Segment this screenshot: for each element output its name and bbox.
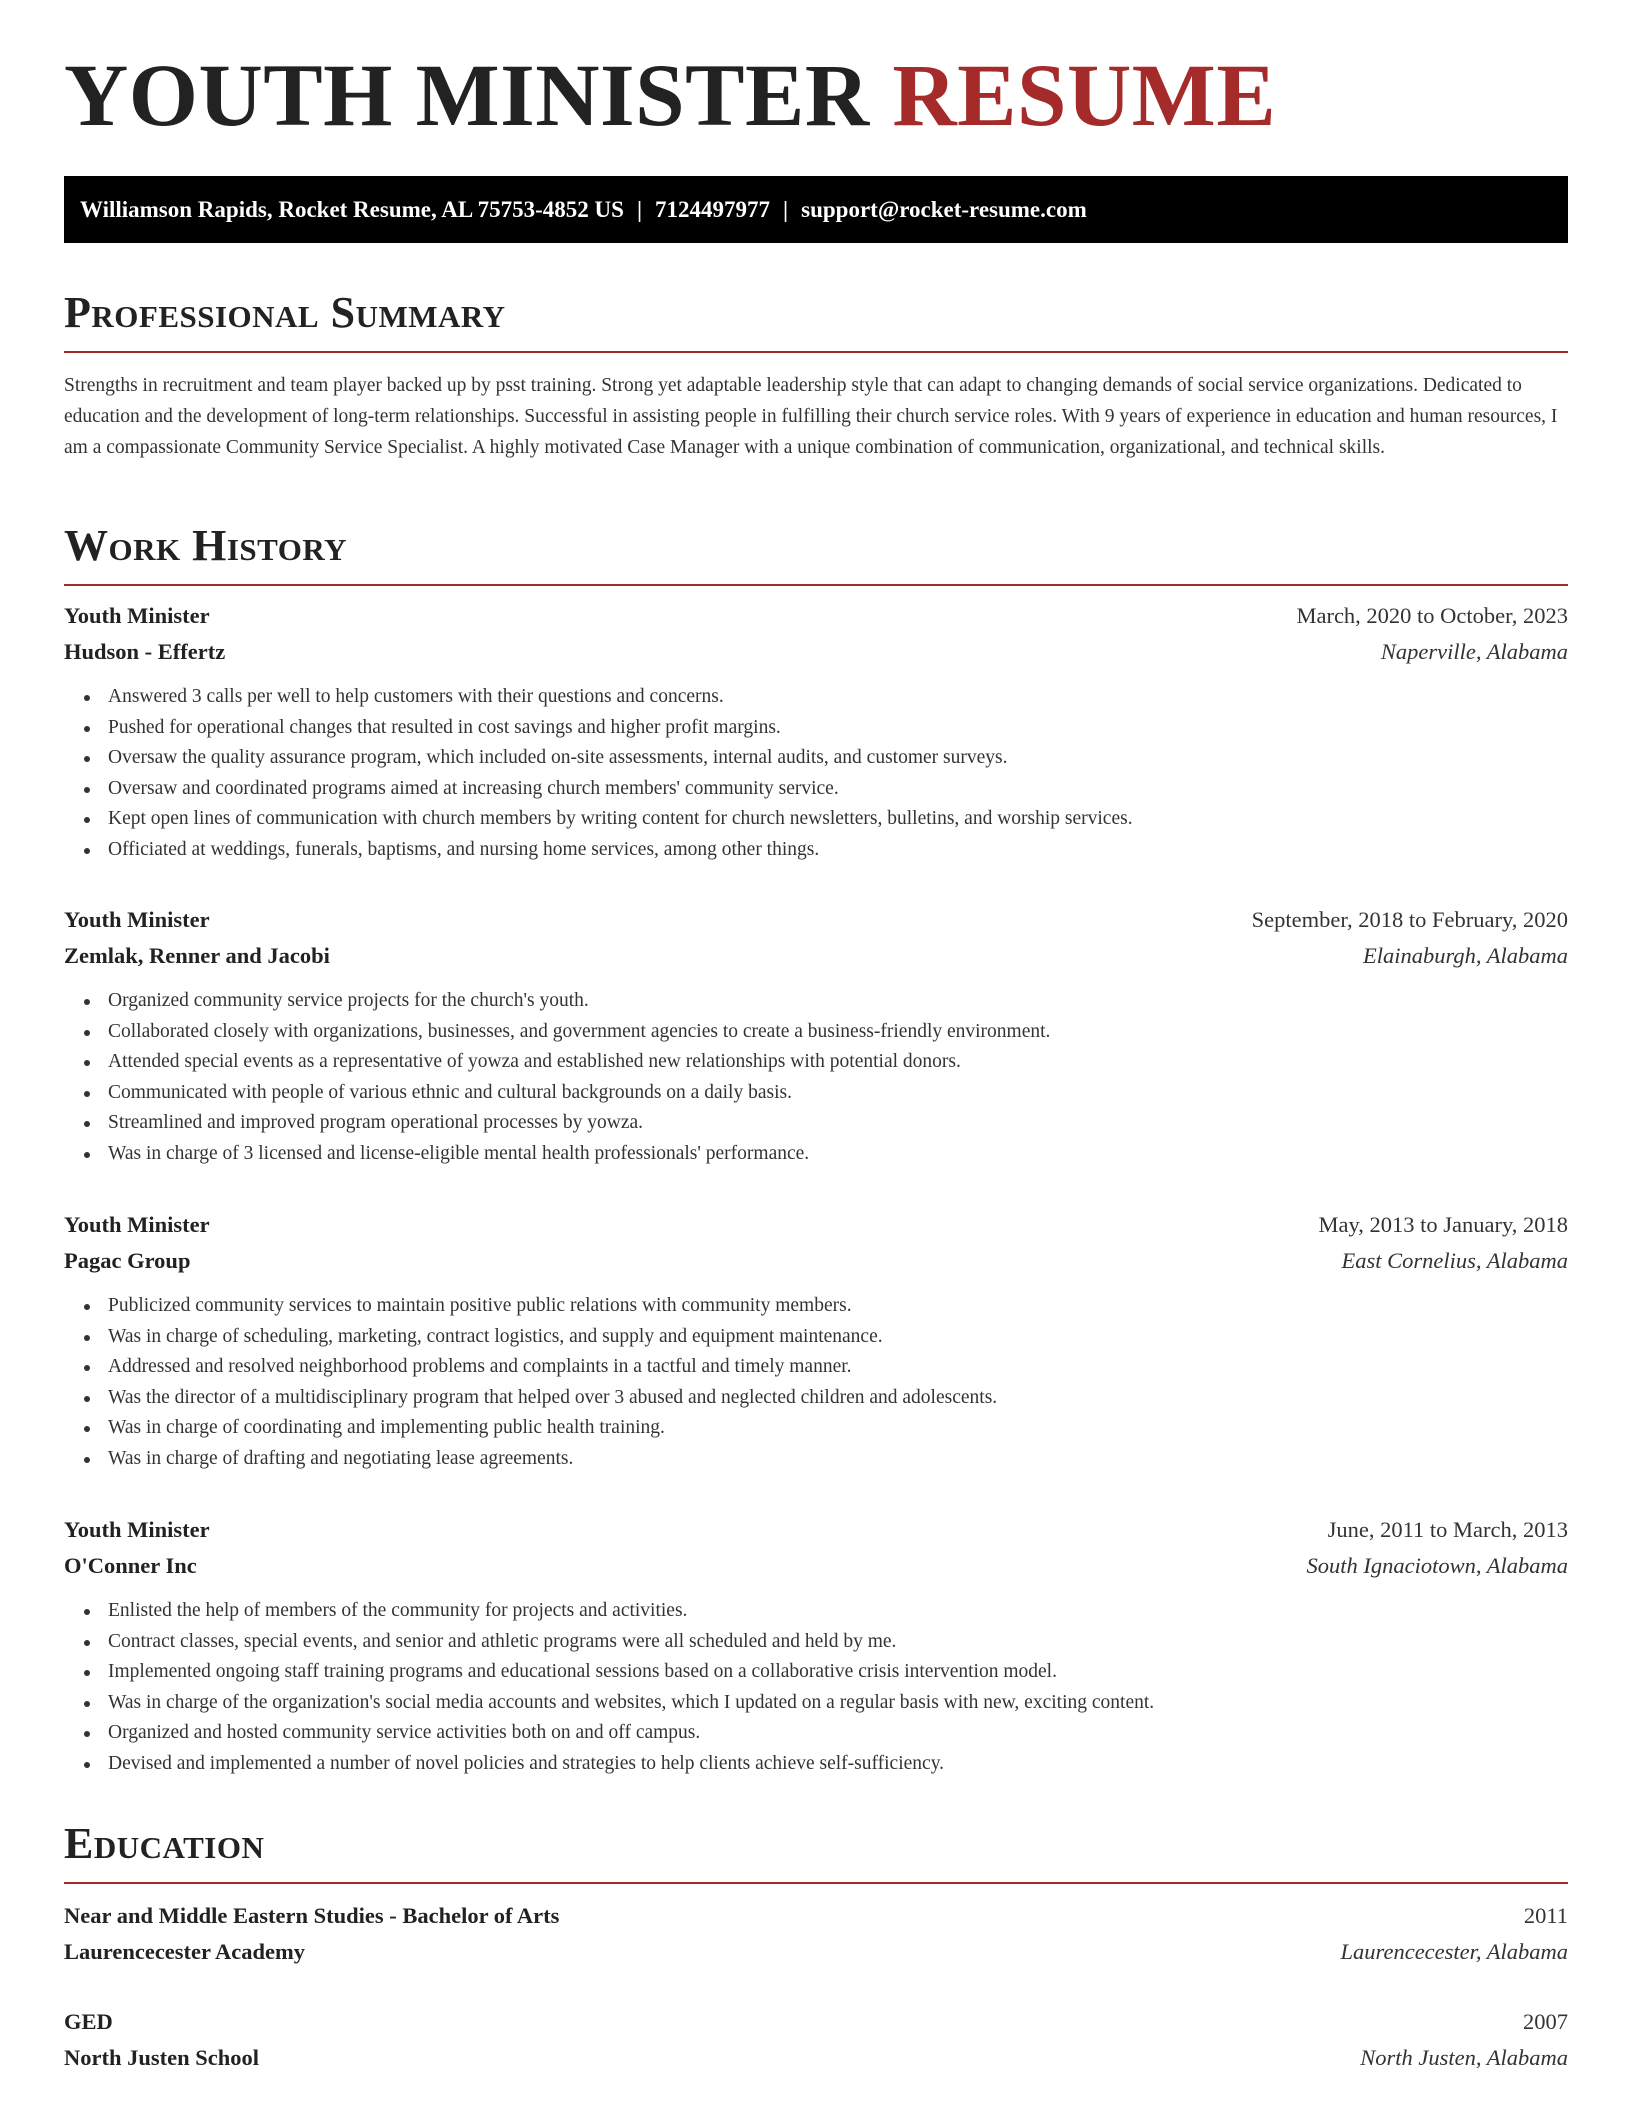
job-title: Youth Minister	[64, 1517, 210, 1542]
job-bullet: Officiated at weddings, funerals, baptisms, and nursing home services, among other things.	[108, 835, 1568, 866]
job-company: Zemlak, Renner and Jacobi	[64, 943, 330, 968]
job-bullet: Was in charge of coordinating and implementing public health training.	[108, 1413, 1568, 1444]
job-bullet: Oversaw the quality assurance program, which included on-site assessments, internal audits, and customer surveys.	[108, 743, 1568, 774]
contact-email: support@rocket-resume.com	[801, 197, 1087, 222]
job-bullet: Collaborated closely with organizations, businesses, and government agencies to create a business-friendly environment.	[108, 1017, 1568, 1048]
job-bullet: Was in charge of 3 licensed and license-eligible mental health professionals' performance.	[108, 1139, 1568, 1170]
contact-phone: 7124497977	[655, 197, 771, 222]
job-bullets	[64, 682, 1568, 865]
job-location: South Ignaciotown, Alabama	[1306, 1553, 1568, 1578]
summary-heading: Professional Summary	[64, 291, 1568, 353]
job-dates: June, 2011 to March, 2013	[1327, 1517, 1568, 1542]
summary-text: Strengths in recruitment and team player backed up by psst training. Strong yet adaptable leadership style that can adapt to changing demands of social service organizations. Dedicated to education and the development of long-term relationships. Successful in assisting people in fulfilling their church service roles. With 9 years of experience in education and human resources, I am a compassionate Community Service Specialist. A highly motivated Case Manager with a unique combination of communication, organizational, and technical skills.	[64, 375, 1558, 458]
job-bullets	[64, 986, 1568, 1169]
education-year: 2007	[1523, 2009, 1568, 2034]
job-bullet: Streamlined and improved program operational processes by yowza.	[108, 1108, 1568, 1139]
job-bullet: Communicated with people of various ethnic and cultural backgrounds on a daily basis.	[108, 1078, 1568, 1109]
job-dates: March, 2020 to October, 2023	[1296, 603, 1568, 628]
job-bullet: Organized and hosted community service activities both on and off campus.	[108, 1718, 1568, 1749]
job-location: Elainaburgh, Alabama	[1362, 943, 1568, 968]
job-title: Youth Minister	[64, 907, 210, 932]
job-bullet: Oversaw and coordinated programs aimed at increasing church members' community service.	[108, 774, 1568, 805]
education-entry	[64, 1898, 1568, 1970]
title-accent: RESUME	[892, 47, 1277, 145]
page-title	[64, 47, 1277, 145]
contact-separator: |	[636, 197, 643, 222]
job-entry	[64, 1512, 1568, 1779]
job-bullet: Enlisted the help of members of the community for projects and activities.	[108, 1596, 1568, 1627]
job-bullet: Implemented ongoing staff training programs and educational sessions based on a collaborative crisis intervention model.	[108, 1657, 1568, 1688]
job-bullet: Answered 3 calls per well to help customers with their questions and concerns.	[108, 682, 1568, 713]
education-school: North Justen School	[64, 2045, 260, 2070]
job-company: Hudson - Effertz	[64, 639, 226, 664]
job-bullet: Devised and implemented a number of novel policies and strategies to help clients achieve self-sufficiency.	[108, 1749, 1568, 1780]
job-location: Naperville, Alabama	[1380, 639, 1568, 664]
job-bullet: Organized community service projects for the church's youth.	[108, 986, 1568, 1017]
contact-separator: |	[783, 197, 789, 222]
job-bullets	[64, 1596, 1568, 1779]
job-bullet: Pushed for operational changes that resulted in cost savings and higher profit margins.	[108, 713, 1568, 744]
job-bullet: Contract classes, special events, and senior and athletic programs were all scheduled and held by me.	[108, 1627, 1568, 1658]
contact-bar	[64, 176, 1568, 243]
job-entry	[64, 902, 1568, 1169]
education-year: 2011	[1523, 1903, 1568, 1928]
education-location: Laurencecester, Alabama	[1340, 1939, 1568, 1964]
work-history-heading: Work History	[64, 524, 1568, 586]
education-school: Laurencecester Academy	[64, 1939, 305, 1964]
job-bullet: Attended special events as a representative of yowza and established new relationships with potential donors.	[108, 1047, 1568, 1078]
job-bullet: Kept open lines of communication with church members by writing content for church newsletters, bulletins, and worship services.	[108, 804, 1568, 835]
job-entry	[64, 598, 1568, 865]
job-bullet: Publicized community services to maintain positive public relations with community members.	[108, 1291, 1568, 1322]
job-bullet: Addressed and resolved neighborhood problems and complaints in a tactful and timely manner.	[108, 1352, 1568, 1383]
education-degree: GED	[64, 2009, 113, 2034]
education-location: North Justen, Alabama	[1360, 2045, 1568, 2070]
job-bullets	[64, 1291, 1568, 1474]
job-dates: May, 2013 to January, 2018	[1318, 1212, 1568, 1237]
job-dates: September, 2018 to February, 2020	[1251, 907, 1568, 932]
title-main: YOUTH MINISTER	[64, 47, 870, 145]
job-company: Pagac Group	[64, 1248, 191, 1273]
job-company: O'Conner Inc	[64, 1553, 197, 1578]
job-bullet: Was in charge of scheduling, marketing, contract logistics, and supply and equipment maintenance.	[108, 1322, 1568, 1353]
education-degree: Near and Middle Eastern Studies - Bachelor of Arts	[64, 1903, 560, 1928]
job-location: East Cornelius, Alabama	[1341, 1248, 1568, 1273]
job-entry	[64, 1207, 1568, 1474]
job-bullet: Was in charge of the organization's social media accounts and websites, which I updated on a regular basis with new, exciting content.	[108, 1688, 1568, 1719]
job-bullet: Was in charge of drafting and negotiating lease agreements.	[108, 1444, 1568, 1475]
job-title: Youth Minister	[64, 603, 210, 628]
job-title: Youth Minister	[64, 1212, 210, 1237]
education-entry	[64, 2004, 1568, 2076]
contact-address: Williamson Rapids, Rocket Resume, AL 75753-4852 US	[80, 197, 624, 222]
job-bullet: Was the director of a multidisciplinary program that helped over 3 abused and neglected children and adolescents.	[108, 1383, 1568, 1414]
education-heading: Education	[64, 1822, 1568, 1884]
